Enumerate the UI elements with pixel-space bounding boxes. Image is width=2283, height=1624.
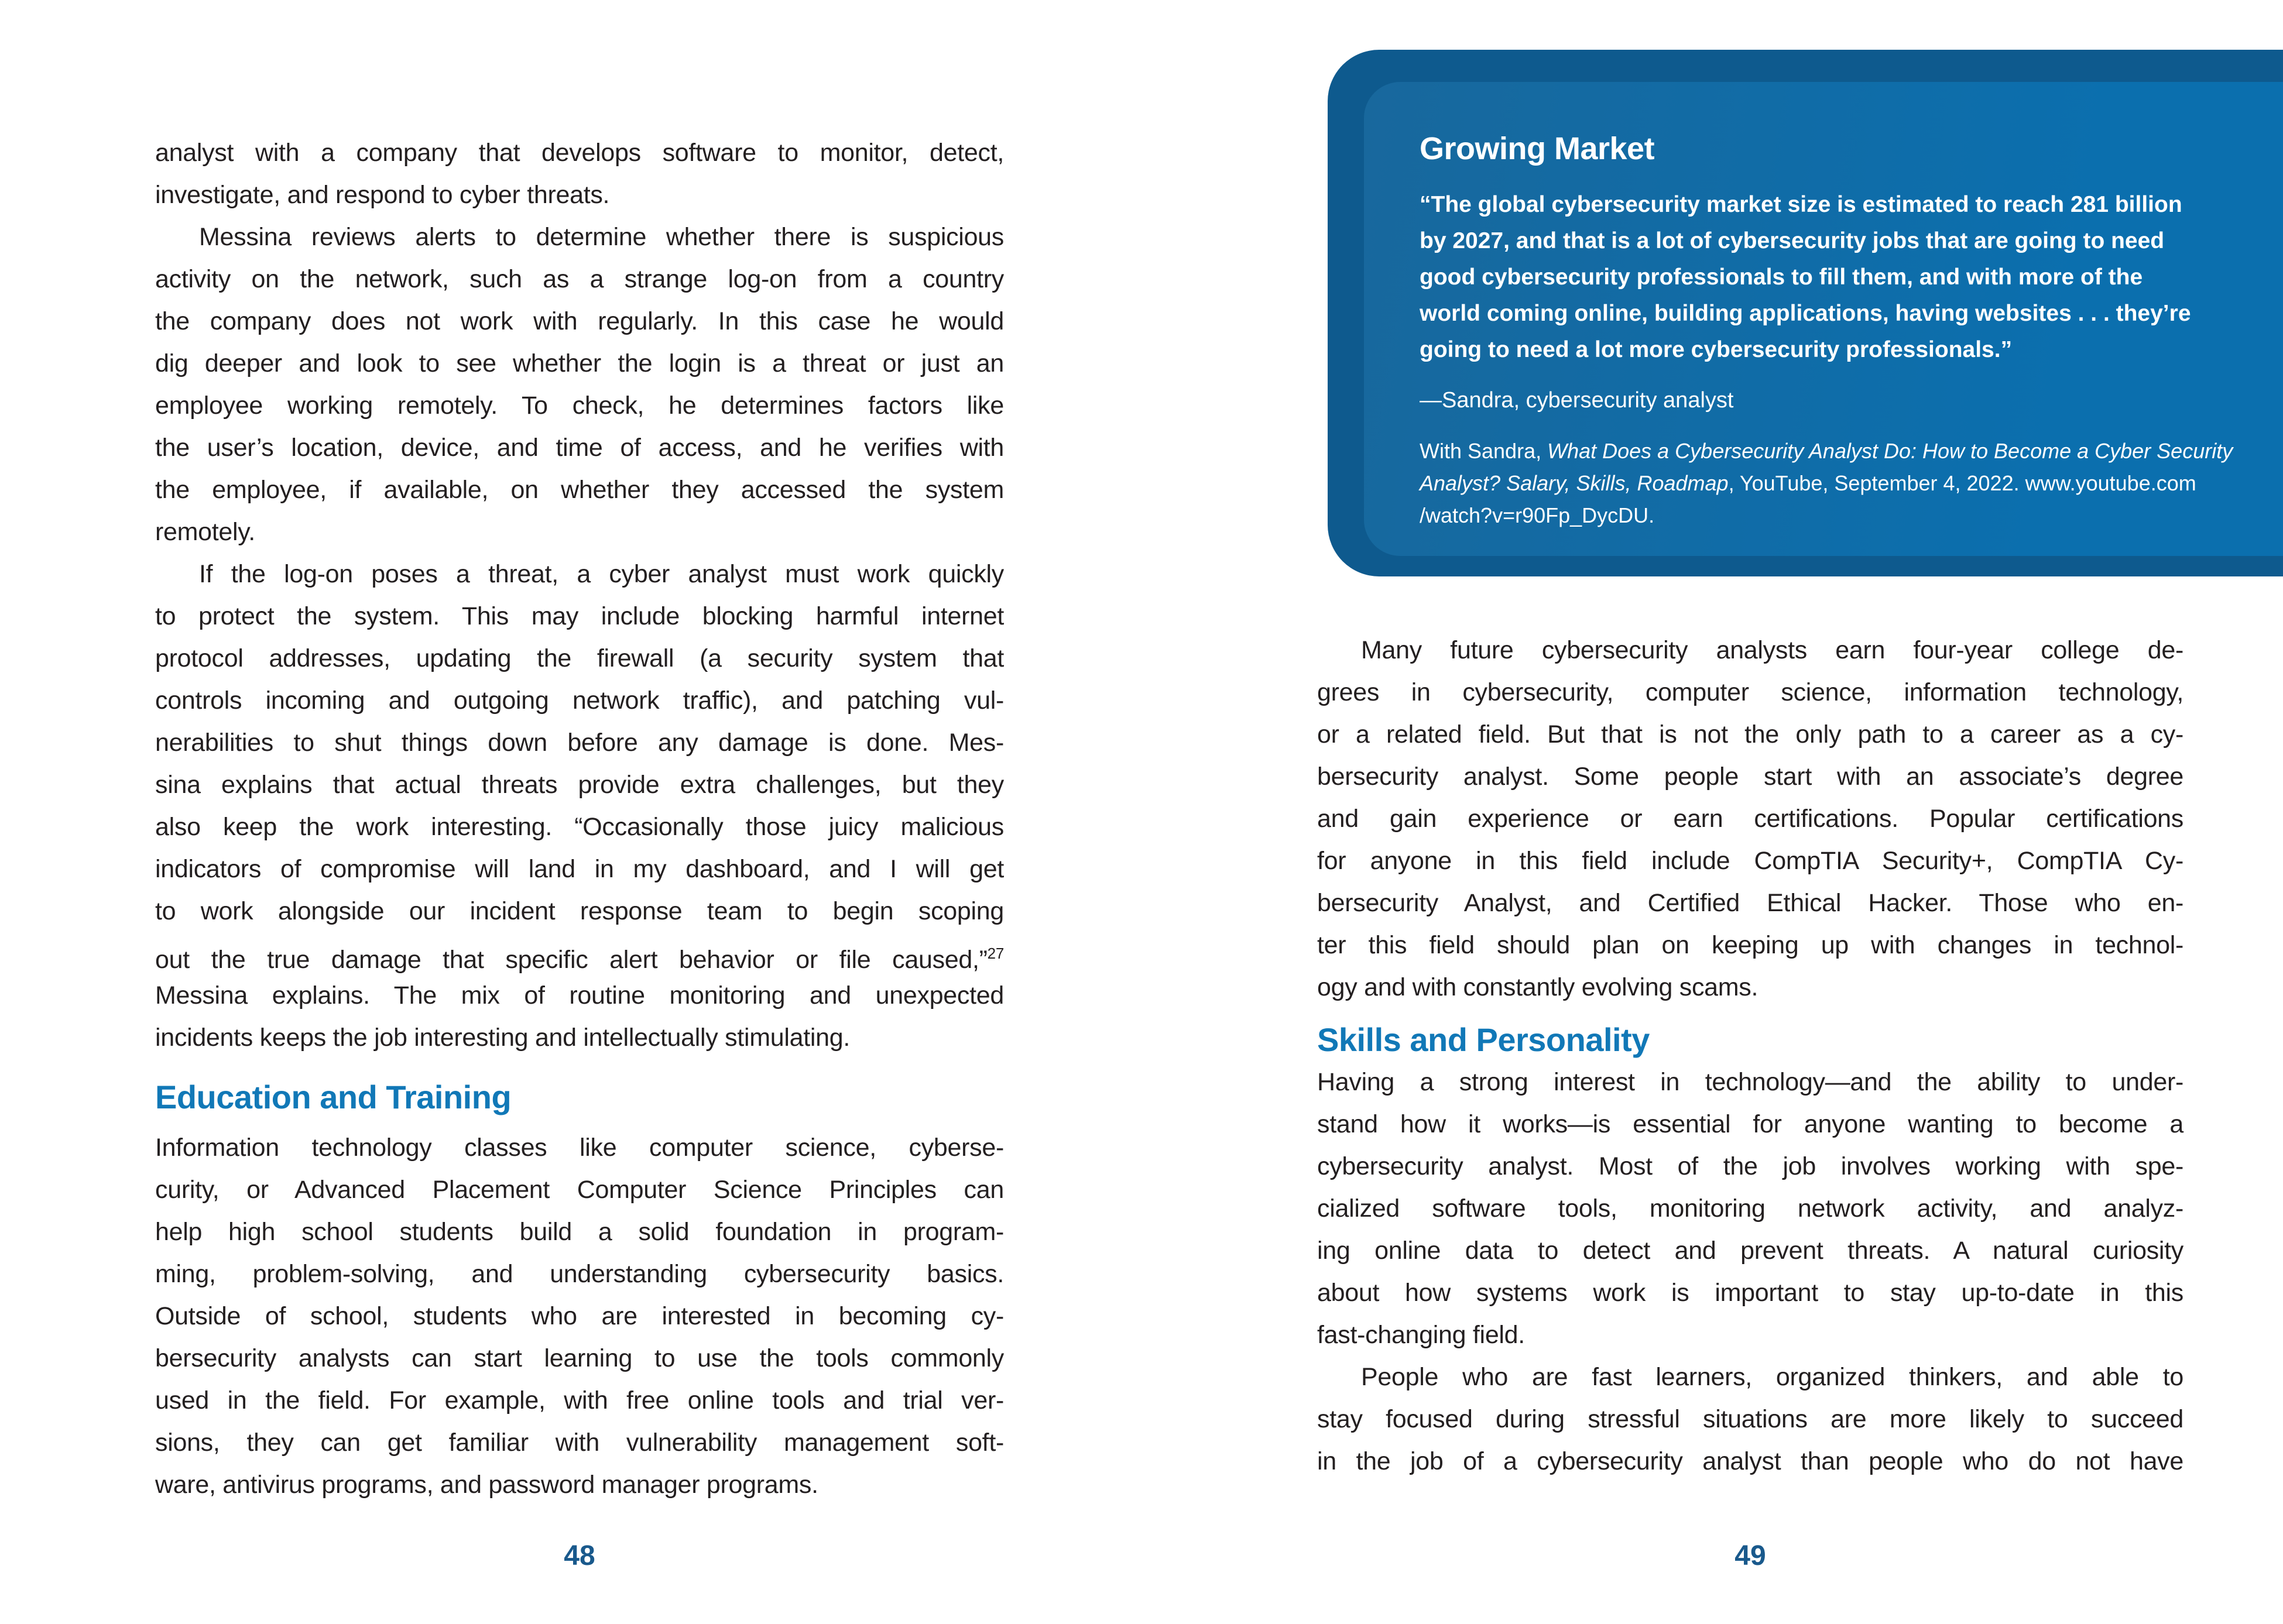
- text-line: or a related field. But that is not the only path to a career as a cy-: [1317, 720, 2183, 749]
- text-segment: Analyst? Salary, Skills, Roadmap: [1420, 471, 1729, 495]
- text-line: cybersecurity analyst. Most of the job involves working with spe-: [1317, 1152, 2183, 1180]
- text-line: dig deeper and look to see whether the login is a threat or just an: [155, 349, 1004, 377]
- right-text-column: [1317, 629, 2183, 1482]
- text-line: to protect the system. This may include blocking harmful internet: [155, 602, 1004, 630]
- paragraph: [1317, 1356, 2183, 1482]
- section-heading-education-and-training: Education and Training: [155, 1079, 512, 1115]
- text-line: Information technology classes like computer science, cyberse-: [155, 1134, 1004, 1162]
- text-line: ware, antivirus programs, and password manager programs.: [155, 1471, 818, 1499]
- text-line: good cybersecurity professionals to fill them, and with more of the: [1420, 265, 2143, 290]
- text-line: the employee, if available, on whether they accessed the system: [155, 476, 1004, 504]
- text-line: cialized software tools, monitoring network activity, and analyz-: [1317, 1194, 2183, 1223]
- text-line: help high school students build a solid foundation in program-: [155, 1218, 1004, 1246]
- text-line: bersecurity analyst. Some people start with an associate’s degree: [1317, 763, 2183, 791]
- paragraph: [155, 1127, 1004, 1506]
- text-line: [155, 932, 1004, 974]
- text-segment: , YouTube, September 4, 2022. www.youtube.com: [1728, 471, 2196, 495]
- text-line: bersecurity Analyst, and Certified Ethical Hacker. Those who en-: [1317, 889, 2183, 917]
- text-line: People who are fast learners, organized thinkers, and able to: [1361, 1363, 2183, 1391]
- text-line: ter this field should plan on keeping up with changes in technol-: [1317, 931, 2183, 959]
- text-line: by 2027, and that is a lot of cybersecurity jobs that are going to need: [1420, 228, 2165, 253]
- text-line: ing online data to detect and prevent threats. A natural curiosity: [1317, 1237, 2183, 1265]
- text-segment: With Sandra,: [1420, 439, 1548, 463]
- text-line: stay focused during stressful situations are more likely to succeed: [1317, 1405, 2183, 1433]
- paragraph: [1317, 629, 2183, 1008]
- page-number-49: 49: [1734, 1540, 1766, 1571]
- text-line: bersecurity analysts can start learning to use the tools commonly: [155, 1344, 1004, 1372]
- text-line: Many future cybersecurity analysts earn four-year college de-: [1361, 636, 2183, 664]
- text-line: the company does not work with regularly. In this case he would: [155, 307, 1004, 335]
- text-line: sions, they can get familiar with vulnerability management soft-: [155, 1429, 1004, 1457]
- text-line: Having a strong interest in technology—and the ability to under-: [1317, 1068, 2183, 1096]
- text-line: Messina explains. The mix of routine monitoring and unexpected: [155, 981, 1004, 1010]
- text-line: the user’s location, device, and time of access, and he verifies with: [155, 434, 1004, 462]
- text-line: also keep the work interesting. “Occasionally those juicy malicious: [155, 813, 1004, 841]
- callout-title: Growing Market: [1420, 131, 1655, 166]
- growing-market-callout-inner: [1364, 82, 2283, 556]
- text-line: [1420, 499, 2263, 531]
- paragraph: [155, 132, 1004, 216]
- text-line: curity, or Advanced Placement Computer Science Principles can: [155, 1176, 1004, 1204]
- text-segment: /watch?v=r90Fp_DycDU.: [1420, 503, 1655, 527]
- text-line: used in the field. For example, with free online tools and trial ver-: [155, 1386, 1004, 1414]
- text-line: “The global cybersecurity market size is estimated to reach 281 billion: [1420, 192, 2182, 217]
- text-segment: What Does a Cybersecurity Analyst Do: How to Become a Cyber Security: [1547, 439, 2233, 463]
- text-line: [1420, 435, 2263, 467]
- paragraph: [1317, 1061, 2183, 1356]
- text-line: Outside of school, students who are interested in becoming cy-: [155, 1302, 1004, 1330]
- paragraph: [155, 553, 1004, 1059]
- text-line: analyst with a company that develops software to monitor, detect,: [155, 139, 1004, 167]
- text-line: in the job of a cybersecurity analyst than people who do not have: [1317, 1447, 2183, 1475]
- text-line: for anyone in this field include CompTIA Security+, CompTIA Cy-: [1317, 847, 2183, 875]
- text-line: grees in cybersecurity, computer science, information technology,: [1317, 678, 2183, 706]
- left-text-column: [155, 132, 1004, 1506]
- section-heading-skills-and-personality: Skills and Personality: [1317, 1021, 1650, 1058]
- text-line: If the log-on poses a threat, a cyber analyst must work quickly: [199, 560, 1004, 588]
- text-line: Messina reviews alerts to determine whether there is suspicious: [199, 223, 1004, 251]
- text-line: [1420, 467, 2263, 499]
- text-line: sina explains that actual threats provide extra challenges, but they: [155, 771, 1004, 799]
- callout-attribution: —Sandra, cybersecurity analyst: [1420, 388, 1734, 413]
- text-line: investigate, and respond to cyber threats.: [155, 181, 610, 209]
- text-line: and gain experience or earn certifications. Popular certifications: [1317, 805, 2183, 833]
- text-line: incidents keeps the job interesting and intellectually stimulating.: [155, 1024, 850, 1052]
- text-line: employee working remotely. To check, he determines factors like: [155, 392, 1004, 420]
- text-line: protocol addresses, updating the firewall (a security system that: [155, 644, 1004, 672]
- text-line: going to need a lot more cybersecurity professionals.”: [1420, 337, 2013, 362]
- callout-citation: [1420, 435, 2263, 531]
- text-line: controls incoming and outgoing network traffic), and patching vul-: [155, 686, 1004, 715]
- text-line: nerabilities to shut things down before any damage is done. Mes-: [155, 729, 1004, 757]
- text-line: ogy and with constantly evolving scams.: [1317, 973, 1758, 1001]
- text-line: to work alongside our incident response team to begin scoping: [155, 897, 1004, 925]
- text-line: stand how it works—is essential for anyone wanting to become a: [1317, 1110, 2183, 1138]
- text-line: about how systems work is important to stay up-to-date in this: [1317, 1279, 2183, 1307]
- page-number-48: 48: [564, 1540, 595, 1571]
- text-segment: out the true damage that specific alert behavior or file caused,”: [155, 946, 988, 974]
- text-line: ming, problem-solving, and understanding cybersecurity basics.: [155, 1260, 1004, 1288]
- footnote-ref: 27: [987, 945, 1004, 962]
- growing-market-callout: [1328, 50, 2283, 576]
- callout-quote: [1420, 187, 2263, 368]
- text-line: fast-changing field.: [1317, 1321, 1525, 1349]
- text-line: world coming online, building applications, having websites . . . they’re: [1420, 301, 2191, 326]
- text-line: activity on the network, such as a strange log-on from a country: [155, 265, 1004, 293]
- paragraph: [155, 216, 1004, 553]
- text-line: remotely.: [155, 518, 255, 546]
- text-line: indicators of compromise will land in my dashboard, and I will get: [155, 855, 1004, 883]
